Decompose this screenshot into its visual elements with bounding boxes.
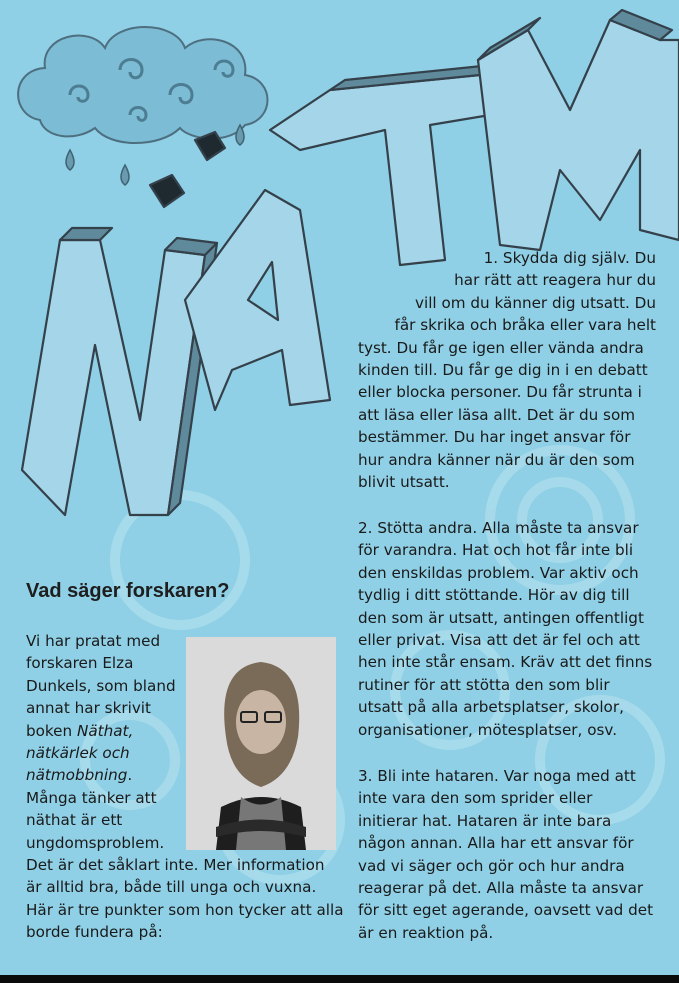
point-1-line: bestämmer. Du har inget ansvar för (358, 428, 631, 447)
points-column (340, 247, 656, 942)
intro-text-before: Vi har pratat med forskaren Elza Dunkels, som bland annat har skrivit boken (26, 632, 176, 740)
rain-cloud-icon (18, 27, 267, 185)
portrait-image (186, 637, 336, 850)
point-1-line: vill om du känner dig utsatt. Du (415, 293, 656, 312)
point-1-line: får skrika och bråka eller vara helt (394, 316, 656, 335)
point-1-line: 1. Skydda dig själv. Du (483, 249, 656, 267)
point-3: 3. Bli inte hataren. Var noga med att inte vara den som sprider eller initierar hat. Hataren är inte bara någon annan. Alla har ett ansvar för vad vi säger och gör och hur andra reagerar på det. Alla måste ta ansvar för sitt eget agerande, oavsett vad det är en reaktion på. (358, 767, 654, 942)
point-1-line: har rätt att reagera hur du (454, 271, 656, 290)
point-2: 2. Stötta andra. Alla måste ta ansvar för varandra. Hat och hot får inte bli den enskildas problem. Var aktiv och tydlig i ditt stöttande. Hör av dig till den som är utsatt, antingen offentligt eller privat. Visa att det är fel och att hen inte står ensam. Kräv att det finns rutiner för att stötta den som blir utsatt på alla arbetsplatser, skolor, organisationer, mötesplatser, osv. (358, 519, 653, 739)
book-title: Näthat, nätkärlek och nätmobbning (26, 721, 134, 785)
point-1-line: att läsa eller läsa allt. Det är du som (358, 405, 636, 424)
point-1-line: blivit utsatt. (358, 473, 450, 492)
point-1-line: eller blocka personer. Du får strunta i (358, 383, 642, 402)
section-heading: Vad säger forskaren? (26, 580, 230, 602)
point-1 (340, 247, 656, 493)
bottom-bar (0, 975, 679, 983)
point-1-line: hur andra känner när du är den som (358, 450, 635, 469)
point-1-line: tyst. Du får ge igen eller vända andra (358, 338, 644, 357)
researcher-photo (186, 637, 336, 850)
point-1-line: kinden till. Du får ge dig in i en debatt (358, 361, 648, 380)
point-1-text (340, 247, 656, 493)
intro-text-after: . Många tänker att näthat är ett ungdomsproblem. Det är det såklart inte. Mer information är alltid bra, både till unga och vuxna. Här är tre punkter som hon tycker att alla borde fundera på: (26, 766, 344, 942)
researcher-intro (26, 630, 344, 944)
